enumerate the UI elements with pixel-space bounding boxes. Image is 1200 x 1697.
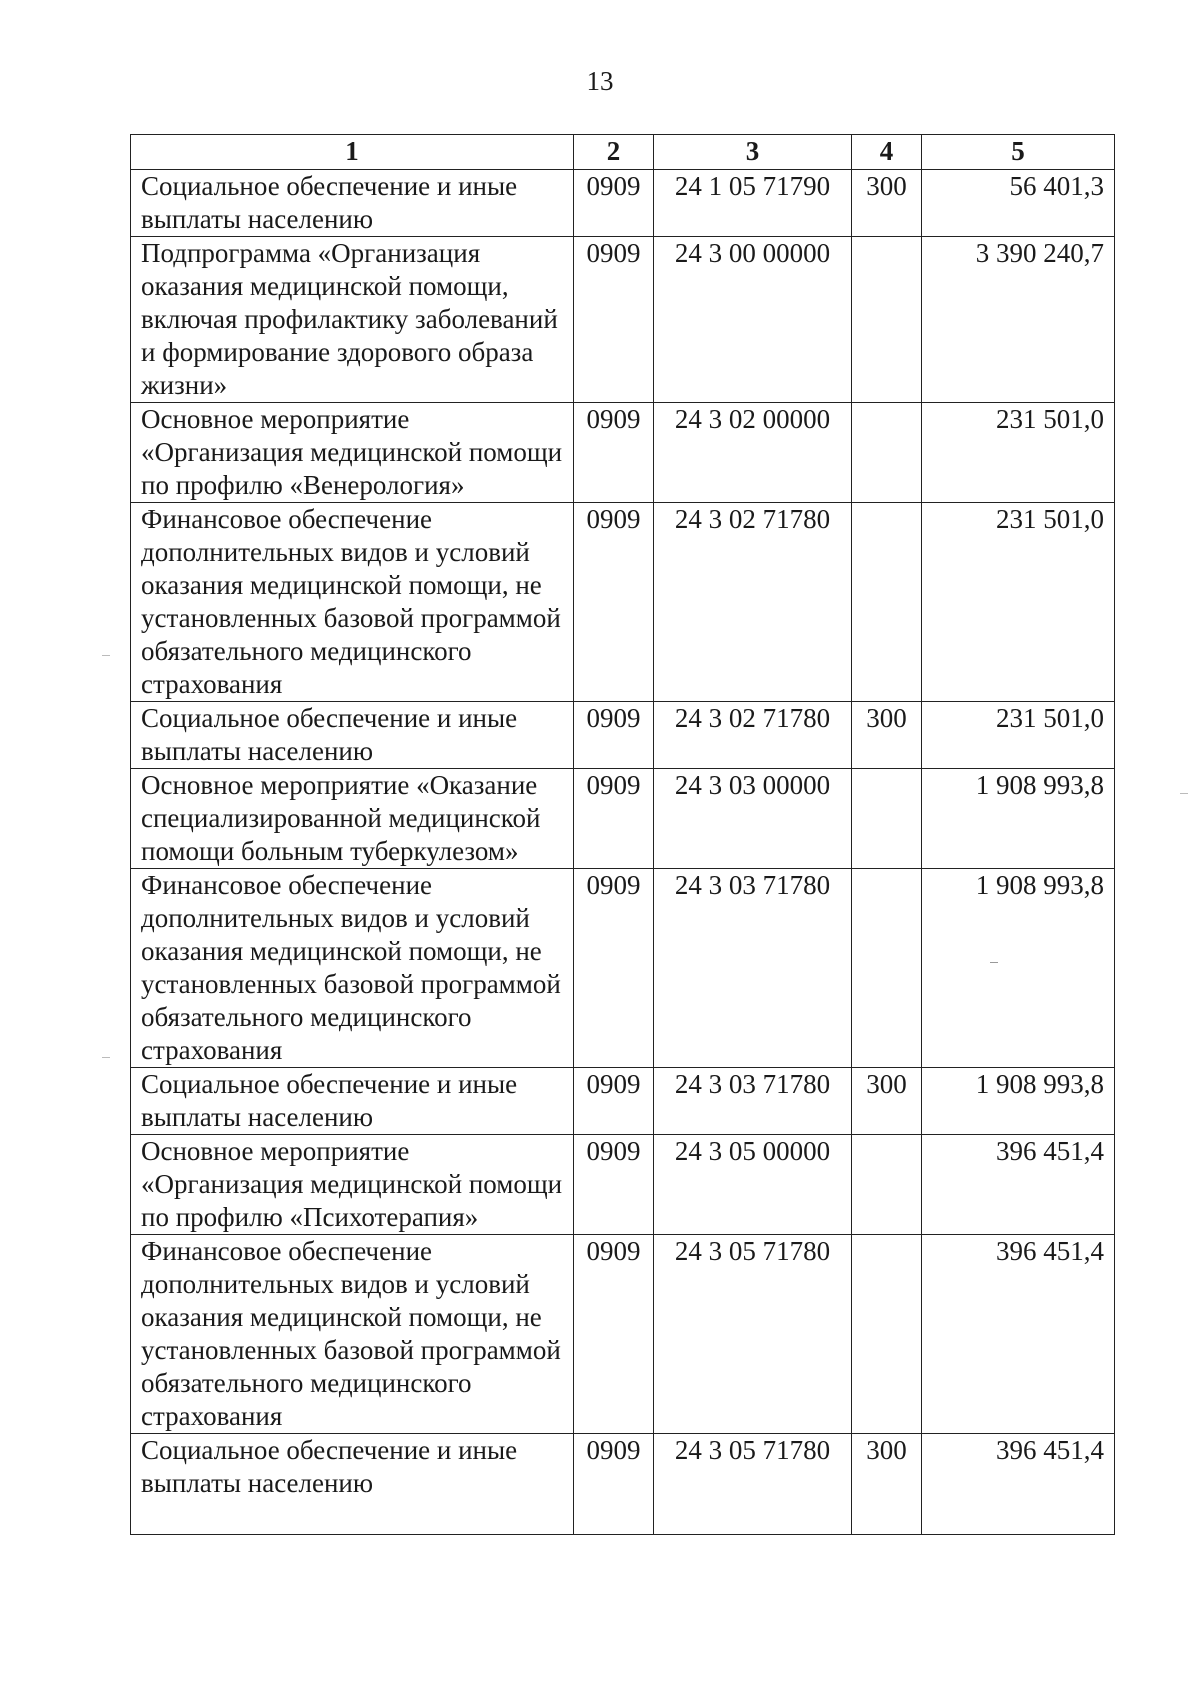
row-code: 24 3 03 71780 xyxy=(654,1068,852,1135)
row-name: Основное мероприятие «Организация медицинской помощи по профилю «Венерология» xyxy=(131,403,574,503)
row-code: 24 3 02 00000 xyxy=(654,403,852,503)
row-code: 24 1 05 71790 xyxy=(654,170,852,237)
row-sum: 396 451,4 xyxy=(922,1135,1115,1235)
row-name: Социальное обеспечение и иные выплаты населению xyxy=(131,702,574,769)
row-type xyxy=(852,1235,922,1434)
row-name: Финансовое обеспечение дополнительных видов и условий оказания медицинской помощи, не установленных базовой программой обязательного медицинского страхования xyxy=(131,869,574,1068)
row-sum: 1 908 993,8 xyxy=(922,869,1115,1068)
row-sum: 231 501,0 xyxy=(922,702,1115,769)
page-number: 13 xyxy=(586,66,614,96)
row-sum: 3 390 240,7 xyxy=(922,237,1115,403)
scan-mark xyxy=(990,962,998,963)
row-code: 24 3 05 71780 xyxy=(654,1434,852,1535)
row-type xyxy=(852,869,922,1068)
row-code: 24 3 00 00000 xyxy=(654,237,852,403)
row-sum: 231 501,0 xyxy=(922,503,1115,702)
row-type xyxy=(852,503,922,702)
row-type: 300 xyxy=(852,1068,922,1135)
row-name: Социальное обеспечение и иные выплаты населению xyxy=(131,1068,574,1135)
table-row xyxy=(131,403,1115,503)
row-type xyxy=(852,769,922,869)
margin-mark xyxy=(102,655,110,656)
row-sum: 231 501,0 xyxy=(922,403,1115,503)
row-section: 0909 xyxy=(574,170,654,237)
header-col-1: 1 xyxy=(131,135,574,170)
row-section: 0909 xyxy=(574,769,654,869)
table-row xyxy=(131,1434,1115,1535)
row-type xyxy=(852,237,922,403)
row-name: Основное мероприятие «Организация медицинской помощи по профилю «Психотерапия» xyxy=(131,1135,574,1235)
row-sum: 396 451,4 xyxy=(922,1434,1115,1535)
row-section: 0909 xyxy=(574,503,654,702)
header-col-2: 2 xyxy=(574,135,654,170)
table-row xyxy=(131,503,1115,702)
row-sum: 396 451,4 xyxy=(922,1235,1115,1434)
table-row xyxy=(131,1068,1115,1135)
row-code: 24 3 05 71780 xyxy=(654,1235,852,1434)
row-sum: 1 908 993,8 xyxy=(922,769,1115,869)
row-sum: 56 401,3 xyxy=(922,170,1115,237)
budget-table xyxy=(130,134,1115,1535)
row-sum: 1 908 993,8 xyxy=(922,1068,1115,1135)
table-row xyxy=(131,769,1115,869)
row-type xyxy=(852,403,922,503)
row-section: 0909 xyxy=(574,403,654,503)
table-row xyxy=(131,170,1115,237)
row-section: 0909 xyxy=(574,1068,654,1135)
row-name: Подпрограмма «Организация оказания медицинской помощи, включая профилактику заболеваний и формирование здорового образа жизни» xyxy=(131,237,574,403)
row-section: 0909 xyxy=(574,869,654,1068)
row-name: Основное мероприятие «Оказание специализированной медицинской помощи больным туберкулезом» xyxy=(131,769,574,869)
row-type: 300 xyxy=(852,170,922,237)
row-section: 0909 xyxy=(574,1135,654,1235)
row-name: Финансовое обеспечение дополнительных видов и условий оказания медицинской помощи, не установленных базовой программой обязательного медицинского страхования xyxy=(131,1235,574,1434)
table-row xyxy=(131,1135,1115,1235)
row-name: Социальное обеспечение и иные выплаты населению xyxy=(131,170,574,237)
table-header-row xyxy=(131,135,1115,170)
table-row xyxy=(131,869,1115,1068)
header-col-5: 5 xyxy=(922,135,1115,170)
row-code: 24 3 02 71780 xyxy=(654,503,852,702)
table-row xyxy=(131,1235,1115,1434)
margin-mark xyxy=(102,1057,110,1058)
margin-mark xyxy=(1180,793,1188,794)
row-section: 0909 xyxy=(574,1235,654,1434)
row-section: 0909 xyxy=(574,237,654,403)
row-section: 0909 xyxy=(574,1434,654,1535)
row-section: 0909 xyxy=(574,702,654,769)
row-type xyxy=(852,1135,922,1235)
header-col-3: 3 xyxy=(654,135,852,170)
row-code: 24 3 05 00000 xyxy=(654,1135,852,1235)
row-name: Социальное обеспечение и иные выплаты населению xyxy=(131,1434,574,1535)
row-type: 300 xyxy=(852,1434,922,1535)
row-name: Финансовое обеспечение дополнительных видов и условий оказания медицинской помощи, не установленных базовой программой обязательного медицинского страхования xyxy=(131,503,574,702)
table-row xyxy=(131,702,1115,769)
row-type: 300 xyxy=(852,702,922,769)
row-code: 24 3 03 71780 xyxy=(654,869,852,1068)
row-code: 24 3 02 71780 xyxy=(654,702,852,769)
row-code: 24 3 03 00000 xyxy=(654,769,852,869)
table-row xyxy=(131,237,1115,403)
header-col-4: 4 xyxy=(852,135,922,170)
